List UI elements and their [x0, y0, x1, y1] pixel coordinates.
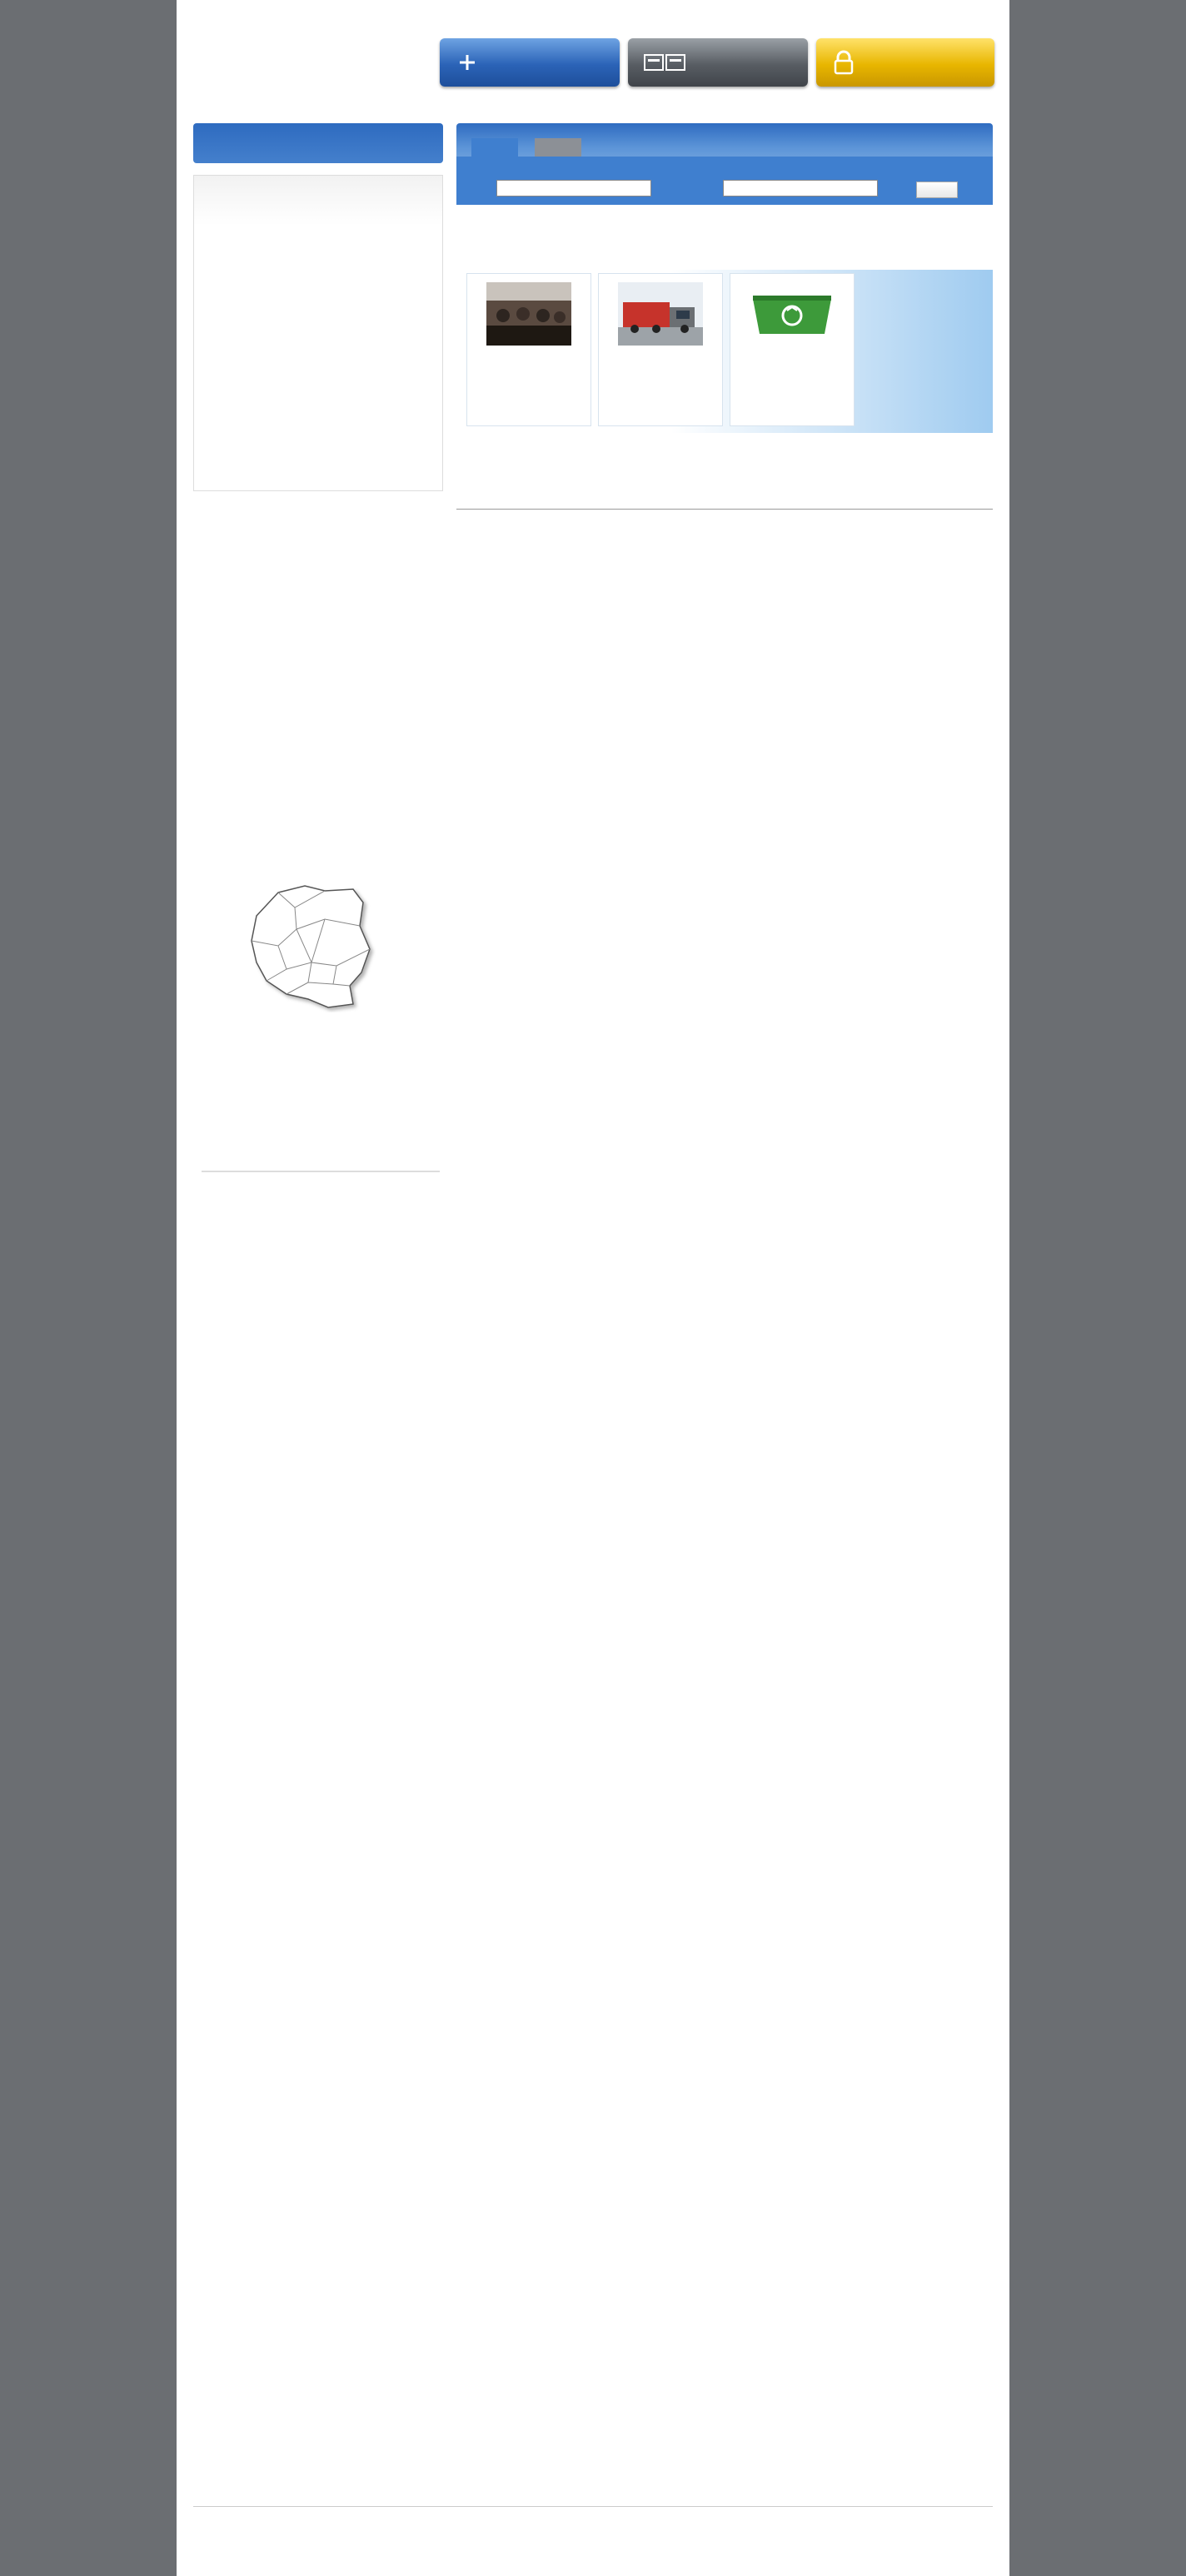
truck-photo-icon — [618, 282, 703, 346]
product-photo-icon — [486, 282, 571, 346]
lock-icon — [831, 50, 856, 75]
login-button[interactable] — [816, 38, 994, 87]
poland-map-icon[interactable] — [245, 883, 378, 1012]
tab-search-firms[interactable] — [471, 138, 518, 157]
promoted-products — [456, 205, 993, 435]
recycling-container-icon — [750, 282, 835, 346]
region-box — [193, 175, 443, 491]
footer — [193, 2506, 993, 2519]
promo-card[interactable] — [466, 273, 591, 426]
search-form — [456, 157, 993, 205]
page — [177, 0, 1009, 2576]
packages-icon — [643, 50, 686, 75]
category-box — [193, 123, 443, 163]
sidebar — [193, 123, 443, 491]
where-input[interactable] — [723, 180, 878, 196]
recommended-title — [202, 1167, 440, 1172]
promo-card[interactable] — [730, 273, 855, 426]
search-button[interactable] — [916, 182, 958, 198]
plus-icon — [455, 50, 480, 75]
compare-packages-button[interactable] — [628, 38, 808, 87]
promoted-firms-header — [456, 491, 993, 510]
promo-card[interactable] — [598, 273, 723, 426]
add-company-button[interactable] — [440, 38, 620, 87]
what-input[interactable] — [496, 180, 651, 196]
top-links — [988, 3, 993, 13]
tab-search-products[interactable] — [535, 138, 581, 157]
search-tabs — [471, 138, 581, 157]
